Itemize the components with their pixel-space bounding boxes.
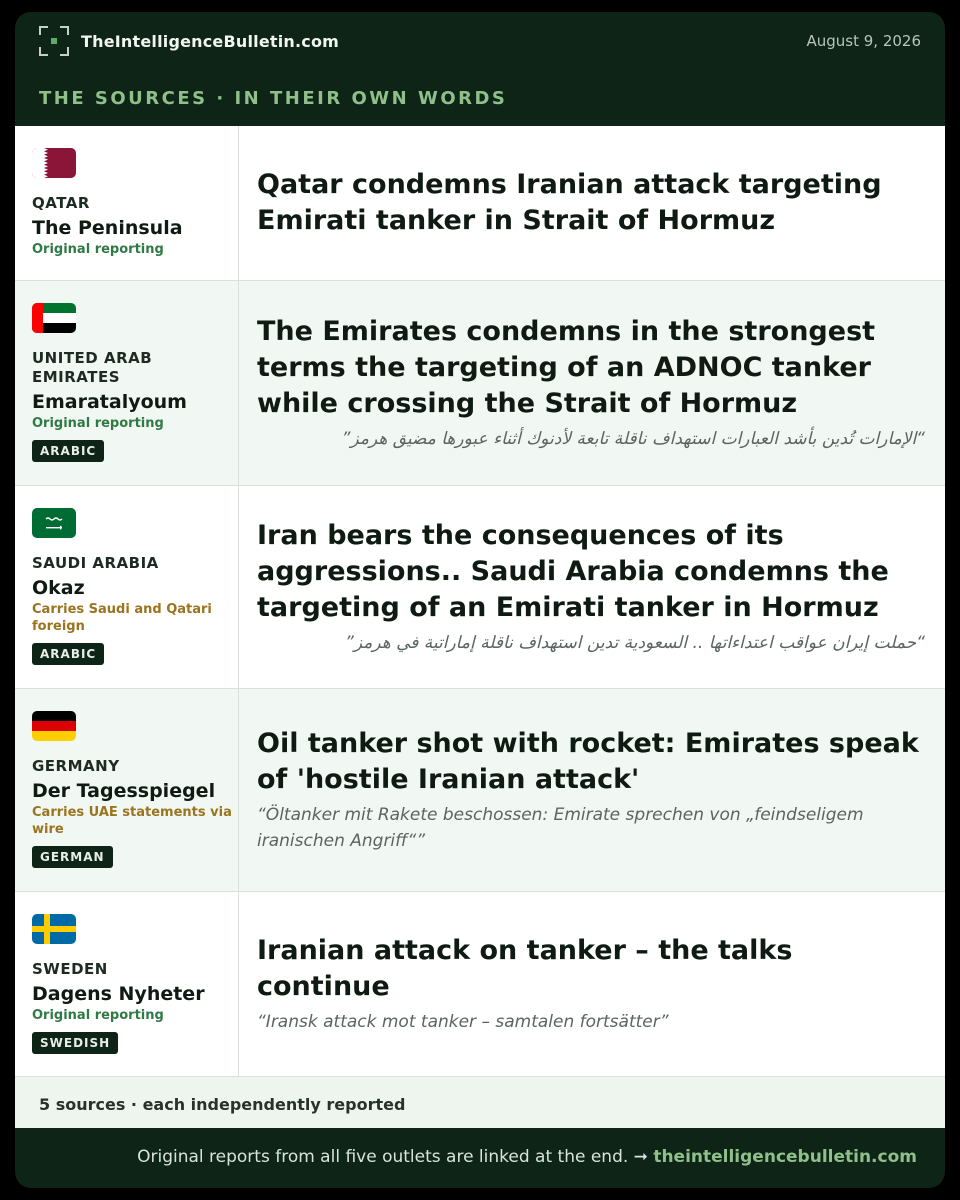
sweden-flag-icon (32, 914, 76, 944)
source-content (239, 281, 945, 485)
original-headline: “الإمارات تُدين بأشد العبارات استهداف ناقلة تابعة لأدنوك أثناء عبورها مضيق هرمز” (341, 429, 925, 449)
country-name: SWEDEN (32, 960, 108, 978)
source-row-saudi-arabia (15, 485, 945, 688)
reporting-note: Original reporting (32, 416, 164, 431)
outlet-name[interactable]: The Peninsula (32, 217, 183, 239)
source-row-sweden (15, 891, 945, 1076)
source-content (239, 689, 945, 891)
source-content (239, 892, 945, 1076)
saudi-flag-icon (32, 508, 76, 538)
site-link[interactable]: theintelligencebulletin.com (653, 1147, 917, 1167)
sources-list (15, 126, 945, 1076)
uae-flag-icon (32, 303, 76, 333)
source-count: 5 sources · each independently reported (15, 1076, 945, 1128)
headline[interactable]: Iran bears the consequences of its aggressions.. Saudi Arabia condemns the targeting of an Emirati tanker in Hormuz (257, 520, 889, 623)
country-name: SAUDI ARABIA (32, 554, 159, 572)
section-label: THE SOURCES · IN THEIR OWN WORDS (39, 88, 508, 109)
original-headline: “حملت إيران عواقب اعتداءاتها .. السعودية تدين استهداف ناقلة إماراتية في هرمز” (345, 633, 925, 653)
original-headline: “Iransk attack mot tanker – samtalen fortsätter” (257, 1012, 669, 1032)
germany-flag-icon (32, 711, 76, 741)
headline[interactable]: Qatar condemns Iranian attack targeting Emirati tanker in Strait of Hormuz (257, 169, 882, 236)
source-meta (15, 486, 239, 688)
footer-note-text: Original reports from all five outlets are linked at the end. ➞ (137, 1147, 648, 1167)
outlet-name[interactable]: Der Tagesspiegel (32, 780, 216, 802)
language-badge: SWEDISH (32, 1032, 118, 1054)
source-meta (15, 689, 239, 891)
footer-note (137, 1147, 917, 1167)
source-row-germany (15, 688, 945, 891)
header (15, 12, 945, 126)
original-headline: “Öltanker mit Rakete beschossen: Emirate sprechen von „feindseligem iranischen Angriff“” (257, 805, 864, 851)
qatar-flag-icon (32, 148, 76, 178)
reporting-note: Carries UAE statements via wire (32, 805, 232, 837)
headline[interactable]: The Emirates condemns in the strongest terms the targeting of an ADNOC tanker while crossing the Strait of Hormuz (257, 316, 876, 419)
outlet-name[interactable]: Okaz (32, 577, 85, 599)
country-name: UNITED ARAB EMIRATES (32, 349, 153, 386)
country-name: QATAR (32, 194, 90, 212)
headline[interactable]: Iranian attack on tanker – the talks continue (257, 935, 793, 1002)
source-meta (15, 892, 239, 1076)
reporting-note: Carries Saudi and Qatari foreign (32, 602, 212, 634)
source-meta (15, 126, 239, 280)
language-badge: ARABIC (32, 440, 104, 462)
viewfinder-logo-icon (39, 26, 69, 56)
language-badge: GERMAN (32, 846, 113, 868)
reporting-note: Original reporting (32, 242, 164, 257)
source-content (239, 486, 945, 688)
footer (15, 1128, 945, 1184)
headline[interactable]: Oil tanker shot with rocket: Emirates speak of 'hostile Iranian attack' (257, 728, 919, 795)
outlet-name[interactable]: Emaratalyoum (32, 391, 187, 413)
reporting-note: Original reporting (32, 1008, 164, 1023)
brand-name: TheIntelligenceBulletin.com (81, 31, 340, 51)
bulletin-card (15, 12, 945, 1188)
source-row-qatar (15, 126, 945, 280)
source-row-uae (15, 280, 945, 485)
brand[interactable] (39, 26, 339, 56)
outlet-name[interactable]: Dagens Nyheter (32, 983, 205, 1005)
language-badge: ARABIC (32, 643, 104, 665)
country-name: GERMANY (32, 757, 120, 775)
source-meta (15, 281, 239, 485)
publish-date: August 9, 2026 (806, 32, 921, 50)
source-content (239, 126, 945, 280)
